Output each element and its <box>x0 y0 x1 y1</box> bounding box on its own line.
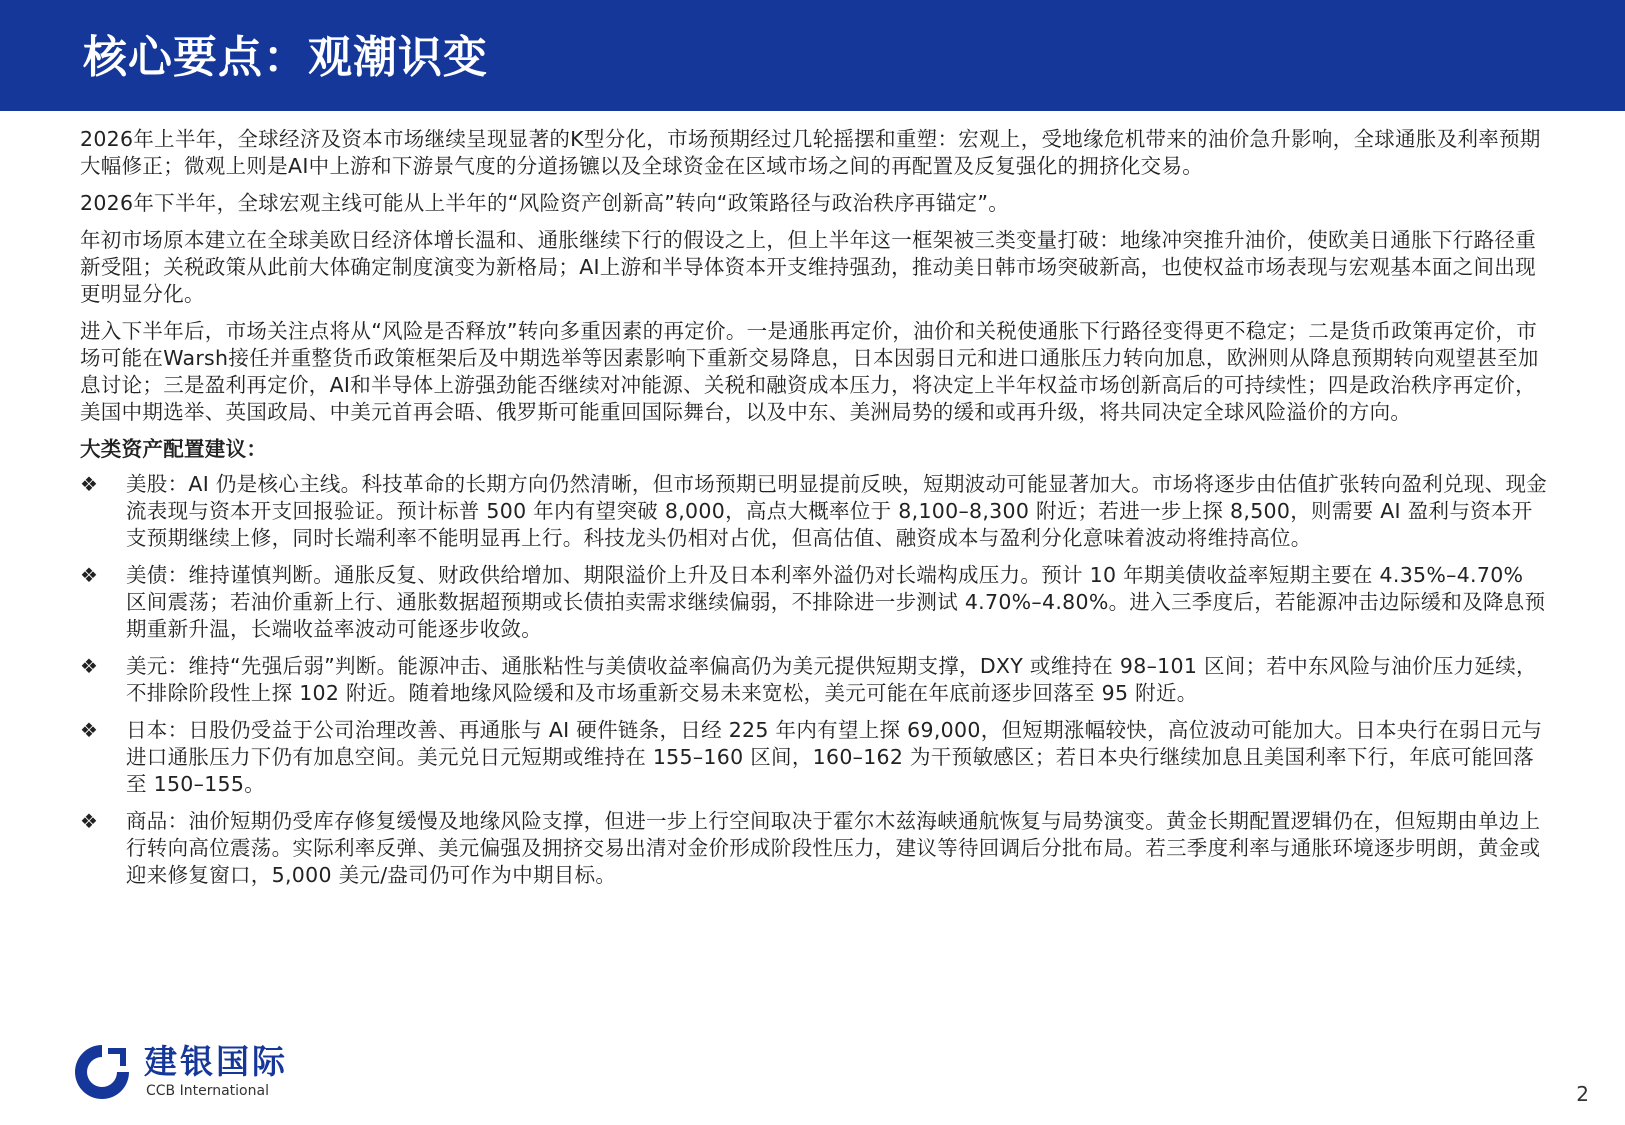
header-bar <box>0 0 1625 111</box>
list-item-text: 美债：维持谨慎判断。通胀反复、财政供给增加、期限溢价上升及日本利率外溢仍对长端构成压力。预计 10 年期美债收益率短期主要在 4.35%–4.70% 区间震荡；若油价重新上行、通胀数据超预期或长债拍卖需求继续偏弱，不排除进一步测试 4.70%–4.80%。进入三季度后，若能源冲击边际缓和及降息预期重新升温，长端收益率波动可能逐步收敛。 <box>126 563 1546 641</box>
paragraph: 2026年下半年，全球宏观主线可能从上半年的“风险资产创新高”转向“政策路径与政治秩序再锚定”。 <box>80 191 1010 215</box>
paragraph: 进入下半年后，市场关注点将从“风险是否释放”转向多重因素的再定价。一是通胀再定价，油价和关税使通胀下行路径变得更不稳定；二是货币政策再定价，市场可能在Warsh接任并重整货币政策框架后及中期选举等因素影响下重新交易降息，日本因弱日元和进口通胀压力转向加息，欧洲则从降息预期转向观望甚至加息讨论；三是盈利再定价，AI和半导体上游强劲能否继续对冲能源、关税和融资成本压力，将决定上半年权益市场创新高后的可持续性；四是政治秩序再定价，美国中期选举、英国政局、中美元首再会晤、俄罗斯可能重回国际舞台，以及中东、美洲局势的缓和或再升级，将共同决定全球风险溢价的方向。 <box>80 319 1539 424</box>
paragraph: 2026年上半年，全球经济及资本市场继续呈现显著的K型分化，市场预期经过几轮摇摆和重塑：宏观上，受地缘危机带来的油价急升影响，全球通胀及利率预期大幅修正；微观上则是AI中上游和下游景气度的分道扬镳以及全球资金在区域市场之间的再配置及反复强化的拥挤化交易。 <box>80 127 1541 178</box>
list-item <box>80 653 1550 707</box>
page-title: 核心要点：观潮识变 <box>83 32 488 83</box>
list-item-text: 美元：维持“先强后弱”判断。能源冲击、通胀粘性与美债收益率偏高仍为美元提供短期支撑，DXY 或维持在 98–101 区间；若中东风险与油价压力延续，不排除阶段性上探 102 附近。随着地缘风险缓和及市场重新交易未来宽松，美元可能在年底前逐步回落至 95 附近。 <box>126 654 1537 705</box>
list-item-text: 商品：油价短期仍受库存修复缓慢及地缘风险支撑，但进一步上行空间取决于霍尔木兹海峡通航恢复与局势演变。黄金长期配置逻辑仍在，但短期由单边上行转向高位震荡。实际利率反弹、美元偏强及拥挤交易出清对金价形成阶段性压力，建议等待回调后分批布局。若三季度利率与通胀环境逐步明朗，黄金或迎来修复窗口，5,000 美元/盎司仍可作为中期目标。 <box>126 809 1541 887</box>
page-number: 2 <box>1576 1082 1589 1106</box>
main-content <box>80 126 1550 899</box>
diamond-bullet-icon: ❖ <box>80 472 99 496</box>
list-item <box>80 808 1550 889</box>
diamond-bullet-icon: ❖ <box>80 809 99 833</box>
diamond-bullet-icon: ❖ <box>80 718 99 742</box>
allocation-list <box>80 471 1550 889</box>
list-item <box>80 717 1550 798</box>
list-item <box>80 471 1550 552</box>
company-logo <box>72 1042 372 1108</box>
logo-text-en: CCB International <box>146 1083 269 1099</box>
logo-text-cn: 建银国际 <box>144 1042 288 1081</box>
ccb-logo-icon <box>72 1042 132 1102</box>
list-item-text: 日本：日股仍受益于公司治理改善、再通胀与 AI 硬件链条，日经 225 年内有望上探 69,000，但短期涨幅较快，高位波动可能加大。日本央行在弱日元与进口通胀压力下仍有加息空间。美元兑日元短期或维持在 155–160 区间，160–162 为干预敏感区；若日本央行继续加息且美国利率下行，年底可能回落至 150–155。 <box>126 718 1543 796</box>
paragraph: 年初市场原本建立在全球美欧日经济体增长温和、通胀继续下行的假设之上，但上半年这一框架被三类变量打破：地缘冲突推升油价，使欧美日通胀下行路径重新受阻；关税政策从此前大体确定制度演变为新格局；AI上游和半导体资本开支维持强劲，推动美日韩市场突破新高，也使权益市场表现与宏观基本面之间出现更明显分化。 <box>80 228 1536 306</box>
list-item-text: 美股：AI 仍是核心主线。科技革命的长期方向仍然清晰，但市场预期已明显提前反映，短期波动可能显著加大。市场将逐步由估值扩张转向盈利兑现、现金流表现与资本开支回报验证。预计标普 500 年内有望突破 8,000，高点大概率位于 8,100–8,300 附近；若进一步上探 8,500，则需要 AI 盈利与资本开支预期继续上修，同时长端利率不能明显再上行。科技龙头仍相对占优，但高估值、融资成本与盈利分化意味着波动将维持高位。 <box>126 472 1548 550</box>
list-item <box>80 562 1550 643</box>
diamond-bullet-icon: ❖ <box>80 563 99 587</box>
diamond-bullet-icon: ❖ <box>80 654 99 678</box>
allocation-heading: 大类资产配置建议： <box>80 437 268 461</box>
